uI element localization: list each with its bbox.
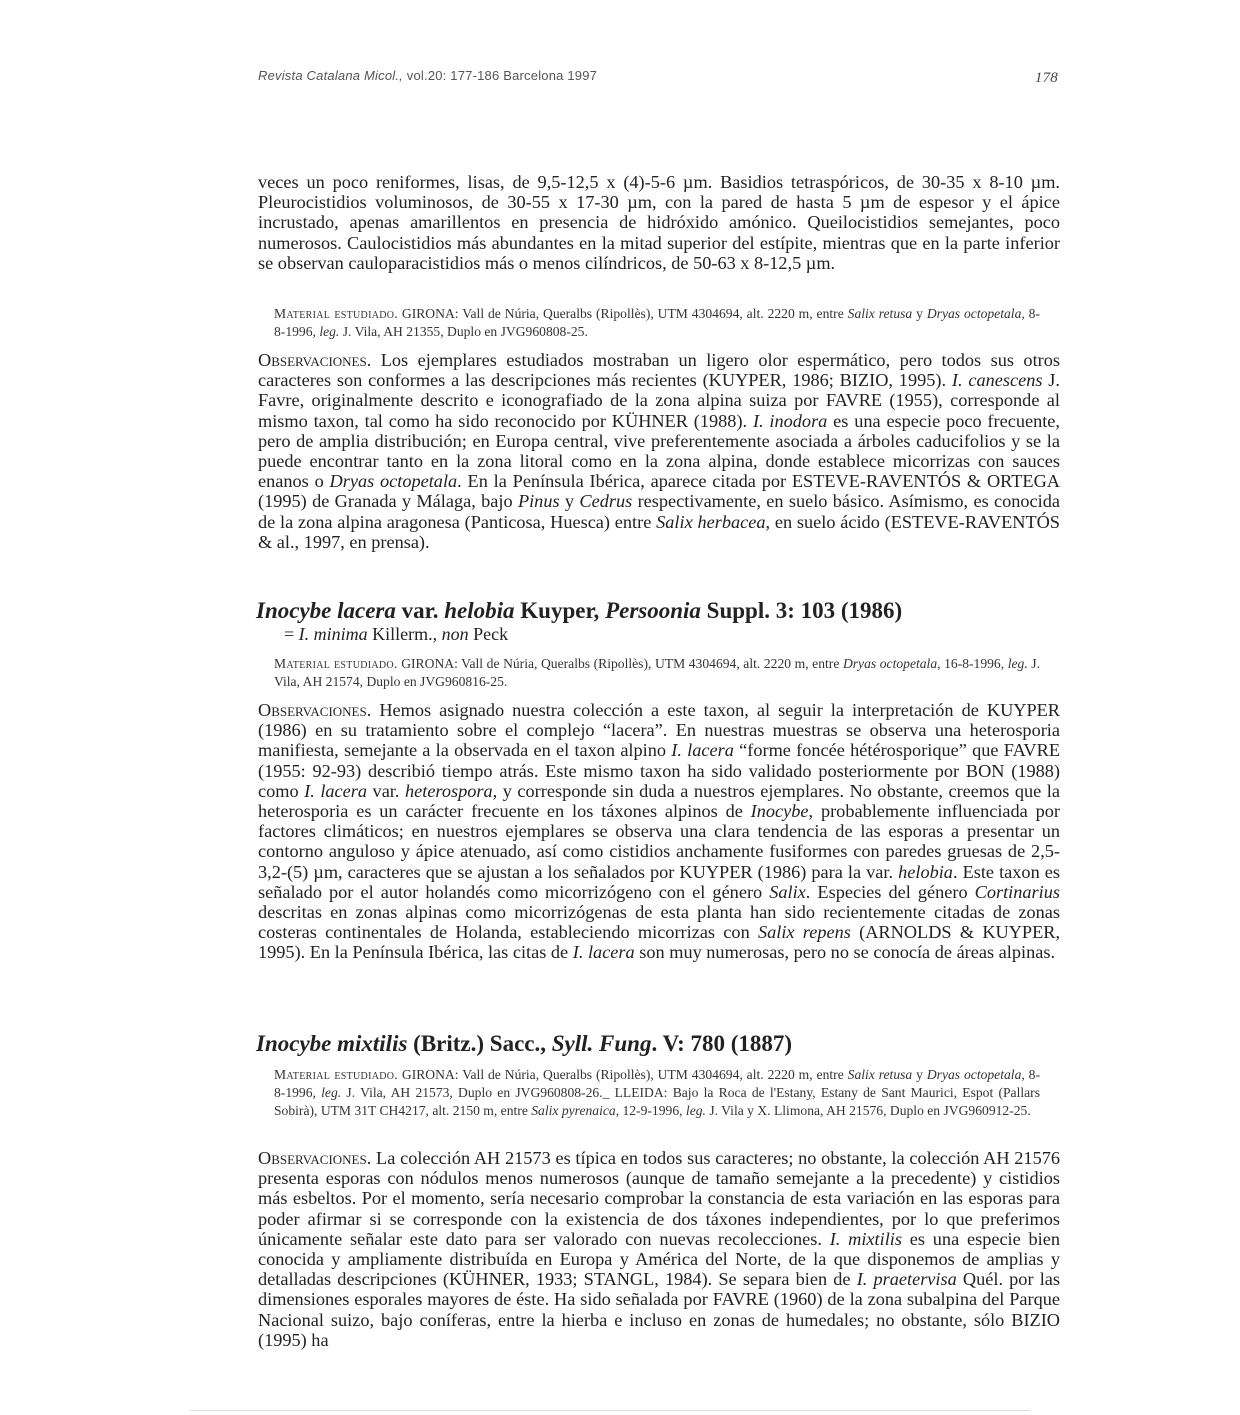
material-studied-2	[274, 655, 1040, 691]
material-label: Material estudiado.	[274, 1067, 398, 1082]
scan-edge-line	[190, 1410, 1030, 1411]
running-head	[258, 68, 1064, 86]
material-text: , 12-9-1996,	[615, 1103, 686, 1118]
species-name: Inocybe mixtilis	[256, 1031, 408, 1056]
taxon-name: Cedrus	[579, 491, 633, 512]
continuation-text: veces un poco reniformes, lisas, de 9,5-12,5 x (4)-5-6 µm. Basidios tetraspóricos, de 30-35 x 8-10 µm. Pleurocistidios voluminosos, de 30-55 x 17-30 µm, con la pared de hasta 5 µm de espesor y el ápice incrustado, apenas amarillentos en presencia de hidróxido amónico. Queilocistidios semejantes, poco numerosos. Caulocistidios más abundantes en la mitad superior del estípite, mientras que en la parte inferior se observan cauloparacistidios más o menos cilíndricos, de 50-63 x 8-12,5 µm.	[258, 172, 1060, 273]
var-label: var.	[395, 598, 445, 623]
obs-text: . Especies del género	[805, 881, 975, 902]
observations-3	[258, 1148, 1060, 1350]
obs-text: Quél. por las dimensiones esporales mayores de éste. Ha sido señalada por FAVRE (1960) de la zona subalpina del Parque Nacional suizo, bajo coníferas, entre la hierba e incluso en zonas de humedales; no obstante, sólo BIZIO (1995) ha	[258, 1269, 1060, 1350]
taxon-name: Salix pyrenaica	[531, 1103, 616, 1118]
synonym-prefix: =	[284, 624, 299, 644]
material-text: , 16-8-1996,	[937, 656, 1008, 671]
taxon-name: heterospora	[404, 780, 493, 801]
species-name: Inocybe lacera	[256, 598, 396, 623]
material-text: GIRONA: Vall de Núria, Queralbs (Ripollès), UTM 4304694, alt. 2220 m, entre	[397, 306, 848, 321]
taxon-name: I. lacera	[572, 942, 635, 963]
obs-text: Los ejemplares estudiados mostraban un ligero olor espermático, pero todos sus otros caracteres son conformes a las descripciones más recientes (KUYPER, 1986; BIZIO, 1995).	[258, 350, 1060, 391]
material-text: J. Vila, AH 21355, Duplo en JVG960808-25.	[339, 324, 588, 339]
obs-text: Hemos asignado nuestra colección a este taxon, al seguir la interpretación de KUYPER (1986) en su tratamiento sobre el complejo “lacera”. En nuestras muestras se observa una heterosporia manifiesta, semejante a la observada en el taxon alpino	[258, 700, 1060, 761]
taxon-name: helobia	[898, 861, 953, 882]
taxon-name: Salix retusa	[847, 1067, 913, 1082]
species-author: (Britz.) Sacc.,	[407, 1031, 552, 1056]
taxon-name: Dryas octopetala	[842, 656, 938, 671]
synonym-non: non	[441, 624, 469, 644]
species-heading-lacera	[256, 598, 1062, 624]
material-label: Material estudiado.	[274, 656, 398, 671]
material-text: GIRONA: Vall de Núria, Queralbs (Ripollès), UTM 4304694, alt. 2220 m, entre	[397, 1067, 848, 1082]
leg-abbrev: leg.	[319, 324, 340, 339]
taxon-name: I. inodora	[752, 410, 828, 431]
leg-abbrev: leg.	[1007, 656, 1028, 671]
obs-text: “forme foncée hétérosporique” que FAVRE (1955: 92-93) describió tiempo atrás. Este mismo taxon ha sido validado posteriormente por BON (1988) como	[258, 740, 1060, 801]
species-heading-mixtilis	[256, 1031, 1062, 1057]
obs-text: y	[559, 491, 580, 512]
material-text: J. Vila, AH 21574, Duplo en JVG960816-25.	[274, 656, 1040, 689]
obs-text: es una especie bien conocida y ampliamente distribuída en Europa y América del Norte, de la que disponemos de amplias y detalladas descripciones (KÜHNER, 1933; STANGL, 1984). Se separa bien de	[258, 1228, 1061, 1290]
page-number: 178	[1034, 70, 1058, 86]
taxon-name: I. mixtilis	[829, 1228, 902, 1249]
obs-text: , probablemente influenciada por factores climáticos; en nuestros ejemplares se observa una clara tendencia de las esporas a presentar un contorno anguloso y ápice atenuado, así como cistidios anchamente fusiformes con paredes gruesas de 2,5-3,2-(5) µm, caracteres que se ajustan a los señalados por KUYPER (1986) para la var.	[258, 801, 1060, 882]
material-studied-3	[274, 1066, 1040, 1120]
synonym-non-author: Peck	[468, 624, 509, 644]
obs-text: , y corresponde sin duda a nuestros ejemplares. No obstante, creemos que la heterosporia es un carácter frecuente en los táxones alpinos de	[258, 780, 1060, 822]
material-text: GIRONA: Vall de Núria, Queralbs (Ripollès), UTM 4304694, alt. 2220 m, entre	[397, 656, 843, 671]
material-text: y	[912, 306, 927, 321]
taxon-name: Salix repens	[757, 922, 851, 943]
synonym-name: I. minima	[298, 624, 368, 644]
leg-abbrev: leg.	[685, 1103, 706, 1118]
taxon-name: I. praetervisa	[856, 1269, 957, 1290]
material-label: Material estudiado.	[274, 306, 398, 321]
obs-text: es una especie poco frecuente, pero de amplia distribución; en Europa central, vive preferentemente asociada a árboles caducifolios y se la puede encontrar tanto en la zona litoral como en la zona alpina, donde establece micorrizas con sauces enanos o	[258, 410, 1060, 492]
volume-info: vol.20: 177-186 Barcelona 1997	[406, 68, 598, 83]
journal-title: Revista Catalana Micol.,	[258, 68, 403, 83]
material-studied-1	[274, 305, 1040, 341]
obs-text: (ARNOLDS & KUYPER, 1995). En la Península Ibérica, las citas de	[258, 922, 1061, 963]
citation-text: Suppl. 3: 103 (1986)	[700, 598, 903, 623]
taxon-name: Pinus	[517, 491, 560, 512]
taxon-name: I. lacera	[304, 780, 368, 801]
obs-text: son muy numerosas, pero no se conocía de áreas alpinas.	[634, 942, 1056, 963]
citation-journal: Persoonia	[605, 598, 701, 623]
material-text: , 8-8-1996,	[274, 306, 1041, 339]
taxon-name: I. lacera	[671, 740, 734, 761]
taxon-name: Salix herbacea	[656, 511, 766, 532]
species-author: Kuyper,	[514, 598, 606, 623]
leg-abbrev: leg.	[321, 1085, 342, 1100]
continuation-paragraph	[258, 172, 1060, 273]
observations-2	[258, 700, 1060, 963]
obs-text: , en suelo ácido (ESTEVE-RAVENTÓS & al., 1997, en prensa).	[258, 511, 1060, 552]
taxon-name: I. canescens	[951, 370, 1043, 391]
taxon-name: Dryas octopetala	[926, 1067, 1022, 1082]
observations-label: Observaciones.	[258, 350, 372, 370]
synonym-author: Killerm.,	[367, 624, 442, 644]
observations-label: Observaciones.	[258, 700, 372, 720]
citation-text: . V: 780 (1887)	[651, 1031, 793, 1056]
taxon-name: Salix	[769, 881, 806, 902]
material-text: , 8-8-1996,	[274, 1067, 1041, 1100]
obs-text: descritas en zonas alpinas como micorrizógenas de esta planta han sido recientemente citadas de zonas costeras continentales de Holanda, estableciendo micorrizas con	[258, 902, 1060, 943]
taxon-name: Dryas octopetala	[329, 471, 458, 492]
obs-text: La colección AH 21573 es típica en todos sus caracteres; no obstante, la colección AH 21576 presenta esporas con nódulos menos numerosos (aunque de tamaño semejante a la precedente) y cistidios más esbeltos. Por el momento, sería necesario comprobar la constancia de esta variación en las esporas para poder afirmar si se corresponde con la existencia de dos táxones independientes, por lo que preferimos únicamente señalar este dato para ser valorado con nuevas recolecciones.	[258, 1148, 1060, 1249]
taxon-name: Salix retusa	[847, 306, 913, 321]
obs-text: J. Favre, originalmente descrito e iconografiado de la zona alpina suiza por FAVRE (1955), corresponde al mismo taxon, tal como ha sido reconocido por KÜHNER (1988).	[258, 370, 1060, 431]
obs-text: var.	[367, 780, 405, 801]
material-text: y	[912, 1067, 927, 1082]
variety-name: helobia	[444, 598, 515, 623]
taxon-name: Cortinarius	[974, 881, 1060, 902]
observations-label: Observaciones.	[258, 1148, 372, 1168]
taxon-name: Inocybe	[750, 801, 809, 822]
citation-journal: Syll. Fung	[551, 1031, 652, 1056]
obs-text: respectivamente, en suelo básico. Asímismo, es conocida de la zona alpina aragonesa (Panticosa, Huesca) entre	[258, 491, 1061, 532]
synonym-line	[284, 624, 684, 644]
material-text: J. Vila, AH 21573, Duplo en JVG960808-26._ LLEIDA: Bajo la Roca de l'Estany, Estany de Sant Maurici, Espot (Pallars Sobirà), UTM 31T CH4217, alt. 2150 m, entre	[274, 1085, 1040, 1118]
taxon-name: Dryas octopetala	[926, 306, 1022, 321]
observations-1	[258, 350, 1060, 552]
obs-text: . Este taxon es señalado por el autor holandés como micorrizógeno con el género	[258, 861, 1060, 902]
obs-text: . En la Península Ibérica, aparece citada por ESTEVE-RAVENTÓS & ORTEGA (1995) de Granada y Málaga, bajo	[258, 471, 1060, 512]
material-text: J. Vila y X. Llimona, AH 21576, Duplo en JVG960912-25.	[705, 1103, 1031, 1118]
